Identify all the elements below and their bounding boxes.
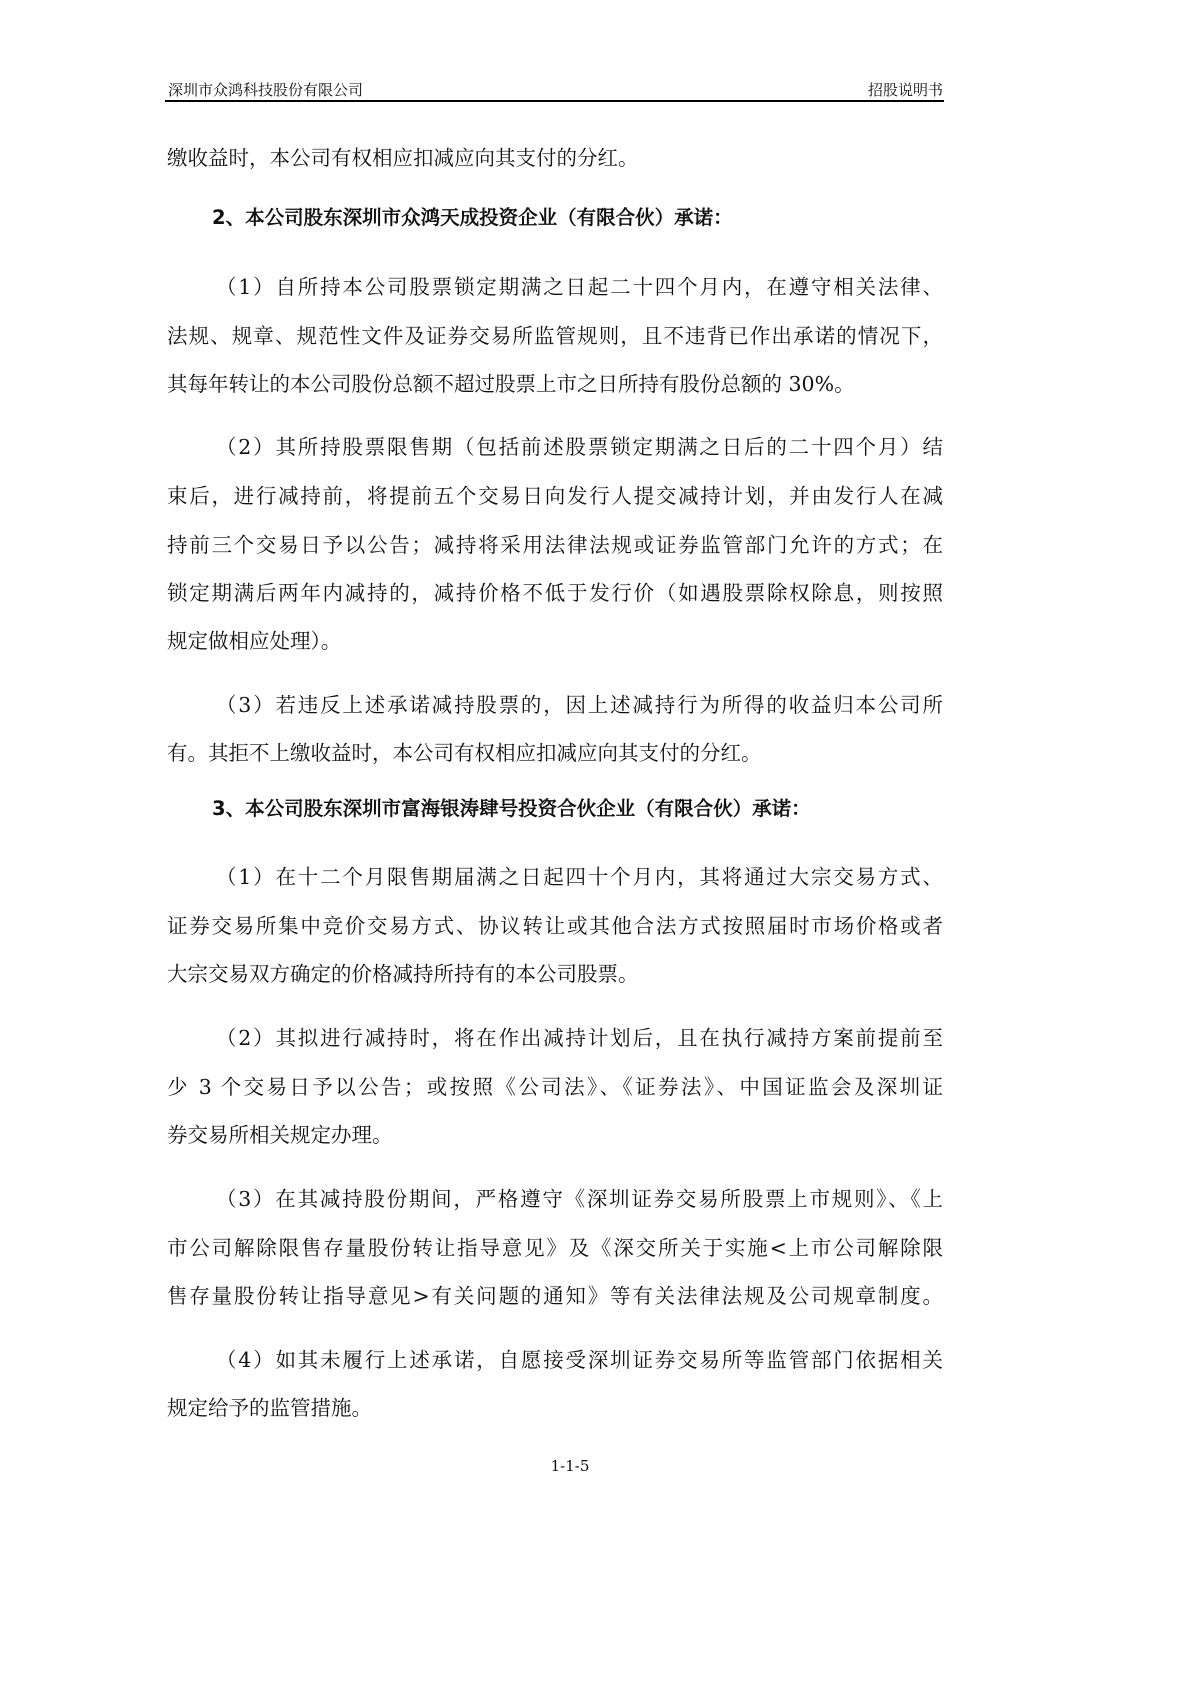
text-line: 大宗交易双方确定的价格减持所持有的本公司股票。 (167, 962, 639, 986)
text-line: 券交易所相关规定办理。 (167, 1123, 393, 1147)
text-line: （3）若违反上述承诺减持股票的，因上述减持行为所得的收益归本公司所 (216, 693, 943, 717)
text-line: 有。其拒不上缴收益时，本公司有权相应扣减应向其支付的分红。 (167, 741, 762, 765)
header-rule (165, 100, 944, 102)
text-line: 售存量股份转让指导意见>有关问题的通知》等有关法律法规及公司规章制度。 (167, 1284, 943, 1308)
text-line: 持前三个交易日予以公告；减持将采用法律法规或证券监管部门允许的方式；在 (167, 533, 943, 557)
text-line: 其每年转让的本公司股份总额不超过股票上市之日所持有股份总额的 30%。 (167, 372, 855, 396)
header-company-name: 深圳市众鸿科技股份有限公司 (168, 81, 364, 99)
page-number: 1-1-5 (550, 1457, 590, 1475)
text-line: 少 3 个交易日予以公告；或按照《公司法》、《证券法》、中国证监会及深圳证 (167, 1075, 943, 1099)
text-line: （3）在其减持股份期间，严格遵守《深圳证券交易所股票上市规则》、《上 (216, 1187, 943, 1211)
text-line: 锁定期满后两年内减持的，减持价格不低于发行价（如遇股票除权除息，则按照 (167, 581, 943, 605)
text-line: 规定给予的监管措施。 (167, 1396, 372, 1420)
section-heading: 3、本公司股东深圳市富海银涛肆号投资合伙企业（有限合伙）承诺： (212, 797, 811, 820)
text-line: （1）在十二个月限售期届满之日起四十个月内，其将通过大宗交易方式、 (216, 865, 943, 889)
section-heading: 2、本公司股东深圳市众鸿天成投资企业（有限合伙）承诺： (212, 206, 733, 229)
text-line: 束后，进行减持前，将提前五个交易日向发行人提交减持计划，并由发行人在减 (167, 484, 943, 508)
text-line: 缴收益时，本公司有权相应扣减应向其支付的分红。 (167, 146, 639, 170)
text-line: （2）其所持股票限售期（包括前述股票锁定期满之日后的二十四个月）结 (216, 435, 943, 459)
text-line: 规定做相应处理）。 (167, 629, 342, 653)
text-line: 市公司解除限售存量股份转让指导意见》及《深交所关于实施<上市公司解除限 (167, 1236, 943, 1260)
text-line: （2）其拟进行减持时，将在作出减持计划后，且在执行减持方案前提前至 (216, 1026, 943, 1050)
text-line: 法规、规章、规范性文件及证券交易所监管规则，且不违背已作出承诺的情况下， (167, 324, 943, 348)
text-line: 证券交易所集中竞价交易方式、协议转让或其他合法方式按照届时市场价格或者 (167, 914, 943, 938)
header-document-type: 招股说明书 (867, 81, 943, 99)
text-line: （4）如其未履行上述承诺，自愿接受深圳证券交易所等监管部门依据相关 (216, 1348, 943, 1372)
text-line: （1）自所持本公司股票锁定期满之日起二十四个月内，在遵守相关法律、 (216, 275, 943, 299)
